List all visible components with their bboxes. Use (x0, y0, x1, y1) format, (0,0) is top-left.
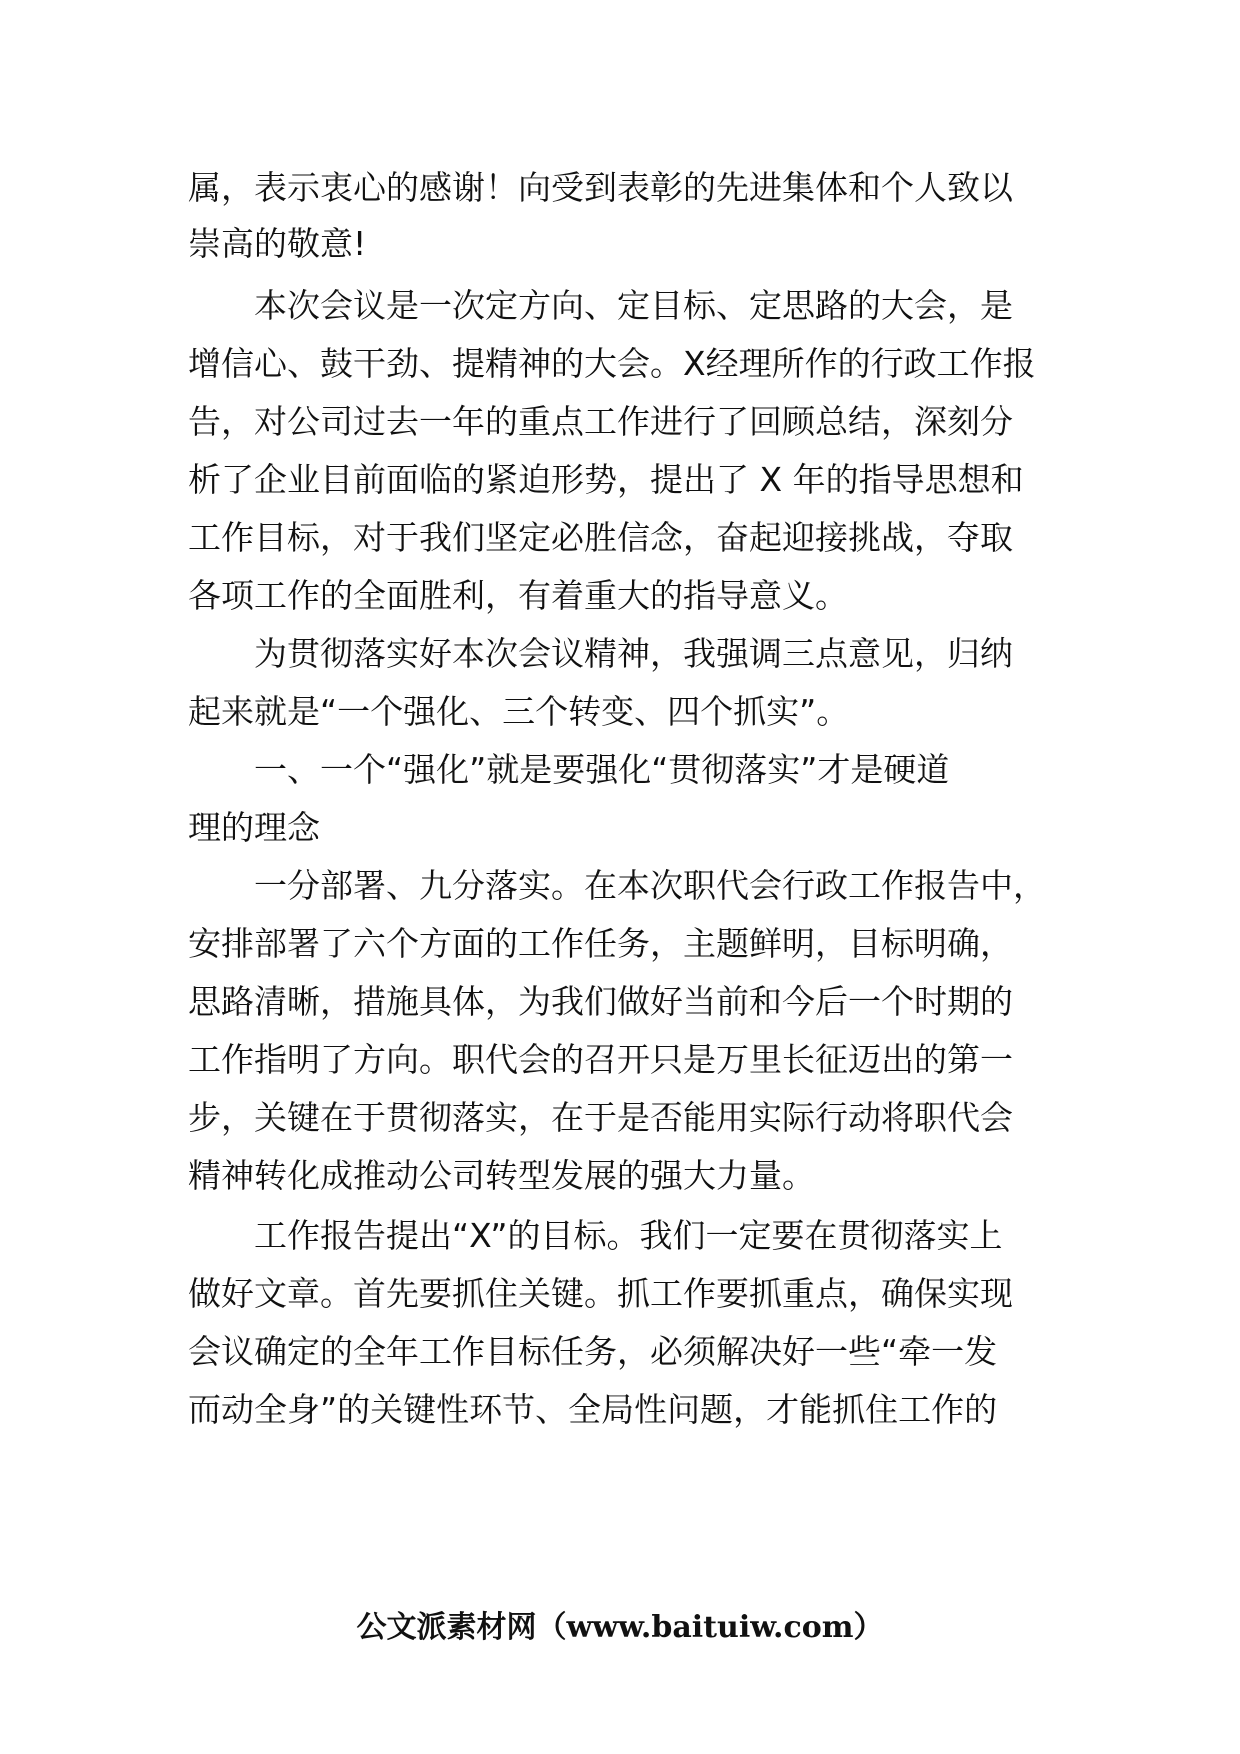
paragraph-start: 为贯彻落实好本次会议精神，我强调三点意见，归纳 (254, 634, 1013, 673)
text-line: 做好文章。首先要抓住关键。抓工作要抓重点，确保实现 (188, 1274, 1013, 1313)
text-line: 而动全身”的关键性环节、全局性问题，才能抓住工作的 (188, 1390, 998, 1429)
text-line: 步，关键在于贯彻落实，在于是否能用实际行动将职代会 (188, 1098, 1013, 1137)
text-line: 增信心、鼓干劲、提精神的大会。X经理所作的行政工作报 (188, 344, 1036, 383)
paragraph-start: 工作报告提出“X”的目标。我们一定要在贯彻落实上 (254, 1216, 1003, 1255)
text-line: 会议确定的全年工作目标任务，必须解决好一些“牵一发 (188, 1332, 998, 1371)
text-line: 工作目标，对于我们坚定必胜信念，奋起迎接挑战，夺取 (188, 518, 1013, 557)
text-line: 属，表示衷心的感谢！向受到表彰的先进集体和个人致以 (188, 168, 1013, 207)
text-line: 析了企业目前面临的紧迫形势，提出了 X 年的指导思想和 (188, 460, 1024, 499)
text-line: 告，对公司过去一年的重点工作进行了回顾总结，深刻分 (188, 402, 1013, 441)
section-heading-cont: 理的理念 (188, 808, 320, 847)
text-line: 思路清晰，措施具体，为我们做好当前和今后一个时期的 (188, 982, 1013, 1021)
text-line: 工作指明了方向。职代会的召开只是万里长征迈出的第一 (188, 1040, 1013, 1079)
paragraph-start: 本次会议是一次定方向、定目标、定思路的大会，是 (254, 286, 1013, 325)
text-line: 各项工作的全面胜利，有着重大的指导意义。 (188, 576, 848, 615)
text-line: 崇高的敬意! (188, 224, 367, 263)
section-heading: 一、一个“强化”就是要强化“贯彻落实”才是硬道 (254, 750, 950, 789)
text-line: 起来就是“一个强化、三个转变、四个抓实”。 (188, 692, 850, 731)
footer-watermark: 公文派素材网（www.baituiw.com） (356, 1610, 884, 1645)
text-line: 安排部署了六个方面的工作任务，主题鲜明，目标明确， (188, 924, 1013, 963)
paragraph-start: 一分部署、九分落实。在本次职代会行政工作报告中， (254, 866, 1046, 905)
text-line: 精神转化成推动公司转型发展的强大力量。 (188, 1156, 815, 1195)
